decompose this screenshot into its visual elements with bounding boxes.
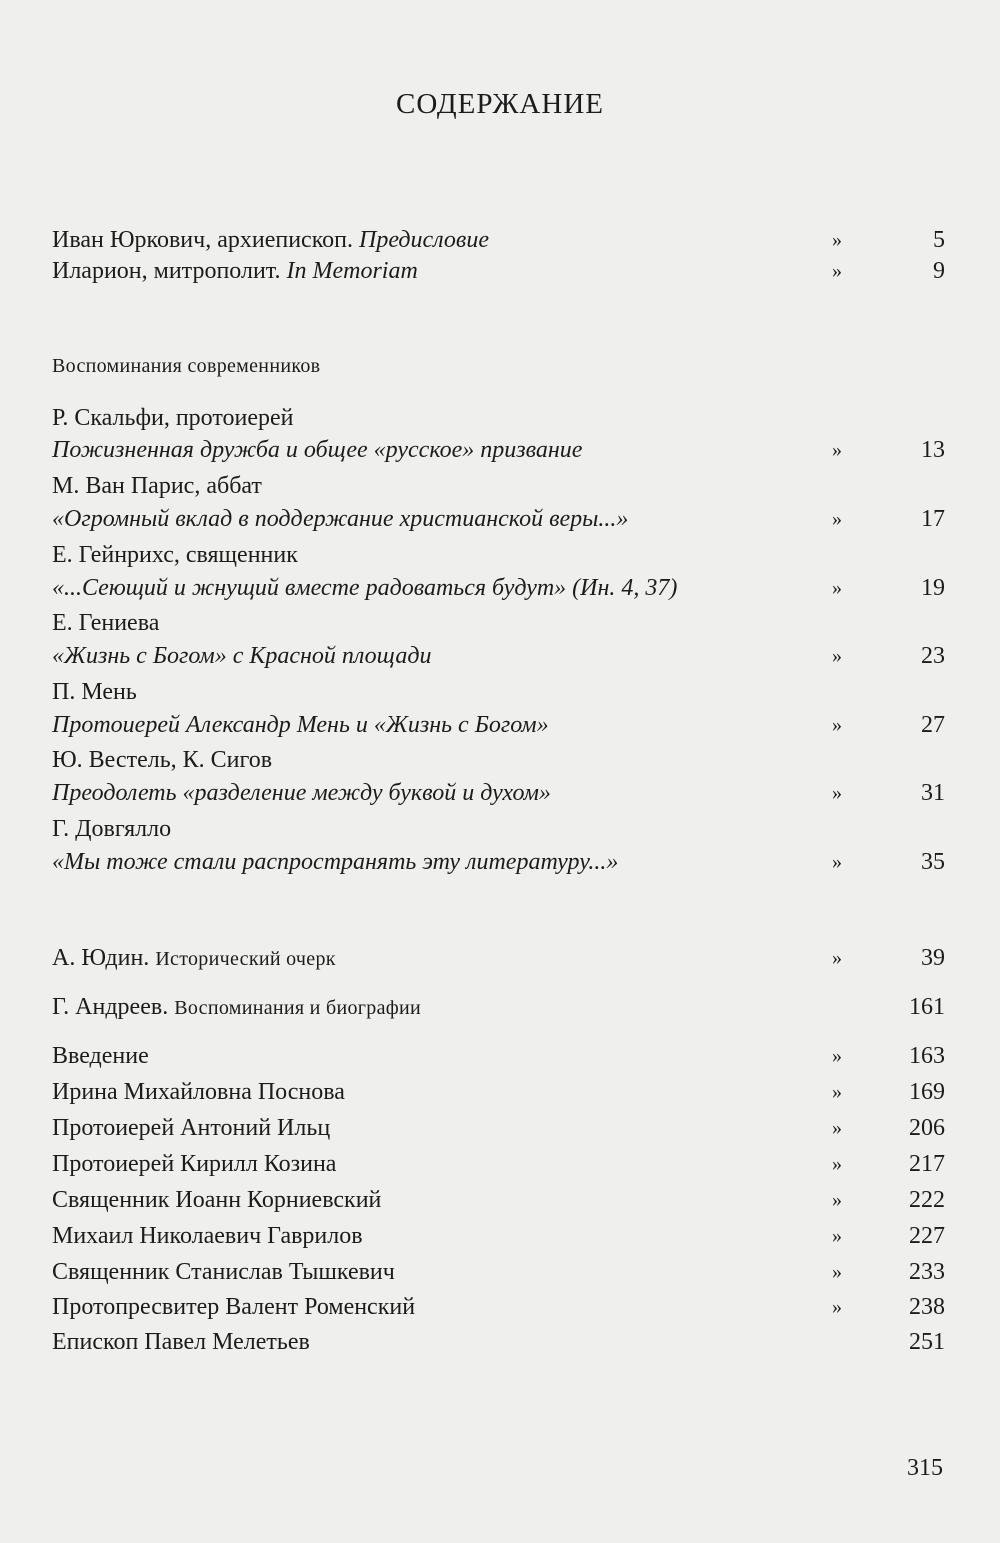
toc-chapter: Священник Станислав Тышкевич » 233: [52, 1255, 945, 1289]
ditto-mark: »: [832, 1081, 842, 1103]
toc-author: Е. Гениева: [52, 610, 160, 636]
toc-entry: [52, 502, 945, 536]
entry-page: 227: [909, 1223, 945, 1249]
entry-page: 161: [909, 994, 945, 1020]
toc-entry-essay: [52, 941, 945, 975]
ditto-mark: »: [832, 947, 842, 969]
toc-entry-preface: [52, 223, 945, 257]
ditto-mark: »: [832, 1261, 842, 1283]
entry-page: 31: [921, 780, 945, 806]
toc-entry: [52, 639, 945, 673]
toc-author: Р. Скальфи, протоиерей: [52, 405, 294, 431]
entry-work: «Огромный вклад в поддержание христианской веры...»: [52, 506, 629, 532]
entry-author: Иван Юркович, архиепископ.: [52, 227, 353, 253]
entry-page: 17: [921, 506, 945, 532]
toc-entry: [52, 776, 945, 810]
entry-page: 23: [921, 643, 945, 669]
ditto-mark: »: [832, 1045, 842, 1067]
ditto-mark: »: [832, 1117, 842, 1139]
toc-chapter: Протопресвитер Валент Роменский » 238: [52, 1290, 945, 1324]
entry-author: Иларион, митрополит.: [52, 258, 281, 284]
toc-chapter: Михаил Николаевич Гаврилов » 227: [52, 1219, 945, 1253]
toc-chapter: Епископ Павел Мелетьев 251: [52, 1325, 945, 1359]
entry-page: 222: [909, 1187, 945, 1213]
entry-work: Предисловие: [358, 227, 489, 253]
entry-work: «...Сеющий и жнущий вместе радоваться будут» (Ин. 4, 37): [52, 575, 678, 601]
ditto-mark: »: [832, 508, 842, 530]
entry-work: «Мы тоже стали распространять эту литературу...»: [52, 849, 619, 875]
ditto-mark: »: [832, 851, 842, 873]
toc-author: Е. Гейнрихс, священник: [52, 542, 298, 568]
ditto-mark: »: [832, 1225, 842, 1247]
ditto-mark: »: [832, 577, 842, 599]
toc-author: П. Мень: [52, 679, 137, 705]
toc-entry-memories: [52, 990, 945, 1024]
entry-page: 27: [921, 712, 945, 738]
ditto-mark: »: [832, 260, 842, 282]
toc-author: Г. Довгялло: [52, 816, 172, 842]
toc-chapter: Введение » 163: [52, 1039, 945, 1073]
ditto-mark: »: [832, 439, 842, 461]
entry-author: Г. Андреев.: [52, 994, 169, 1020]
entry-page: 217: [909, 1151, 945, 1177]
ditto-mark: »: [832, 229, 842, 251]
ditto-mark: »: [832, 782, 842, 804]
entry-page: 206: [909, 1115, 945, 1141]
entry-author: А. Юдин.: [52, 945, 150, 971]
toc-author: Ю. Вестель, К. Сигов: [52, 747, 273, 773]
toc-chapter: Ирина Михайловна Поснова » 169: [52, 1075, 945, 1109]
ditto-mark: »: [832, 1153, 842, 1175]
ditto-mark: »: [832, 714, 842, 736]
ditto-mark: »: [832, 645, 842, 667]
toc-entry: [52, 708, 945, 742]
entry-work: Преодолеть «разделение между буквой и духом»: [52, 780, 551, 806]
entry-page: 35: [921, 849, 945, 875]
section-heading-memoirs: Воспоминания современников: [52, 355, 321, 377]
entry-page: 251: [909, 1329, 945, 1355]
toc-entry: [52, 433, 945, 467]
entry-page: 19: [921, 575, 945, 601]
entry-page: 9: [933, 258, 945, 284]
entry-page: 13: [921, 437, 945, 463]
toc-entry-in-memoriam: [52, 254, 945, 288]
entry-work: In Memoriam: [286, 258, 418, 284]
entry-page: 39: [921, 945, 945, 971]
toc-chapter: Протоиерей Кирилл Козина » 217: [52, 1147, 945, 1181]
entry-page: 233: [909, 1259, 945, 1285]
entry-title: Исторический очерк: [155, 948, 336, 970]
entry-work: Пожизненная дружба и общее «русское» призвание: [52, 437, 583, 463]
toc-entry: [52, 845, 945, 879]
entry-page: 169: [909, 1079, 945, 1105]
entry-page: 163: [909, 1043, 945, 1069]
ditto-mark: »: [832, 1189, 842, 1211]
entry-page: 5: [933, 227, 945, 253]
ditto-mark: »: [832, 1296, 842, 1318]
toc-author: М. Ван Парис, аббат: [52, 473, 262, 499]
page-number: 315: [907, 1455, 943, 1481]
entry-page: 238: [909, 1294, 945, 1320]
toc-entry: [52, 571, 945, 605]
entry-work: Протоиерей Александр Мень и «Жизнь с Богом»: [52, 712, 549, 738]
entry-work: «Жизнь с Богом» с Красной площади: [52, 643, 432, 669]
toc-chapter: Священник Иоанн Корниевский » 222: [52, 1183, 945, 1217]
toc-chapter: Протоиерей Антоний Ильц » 206: [52, 1111, 945, 1145]
page-title: СОДЕРЖАНИЕ: [396, 88, 604, 120]
entry-title: Воспоминания и биографии: [174, 997, 422, 1019]
